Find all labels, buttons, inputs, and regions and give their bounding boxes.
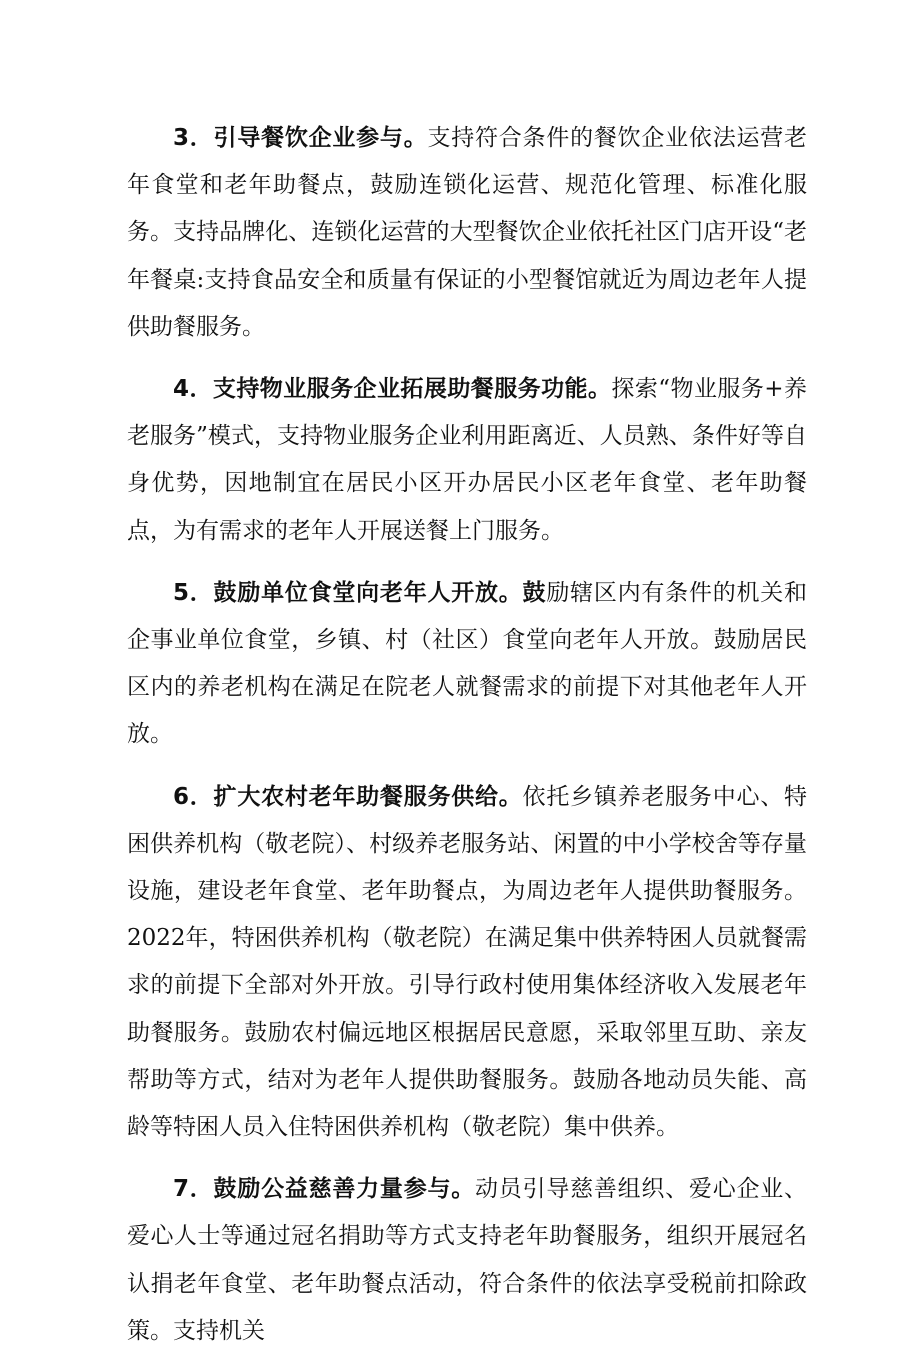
- item-heading: 扩大农村老年助餐服务供给。: [213, 783, 523, 810]
- item-body: 支持符合条件的餐饮企业依法运营老年食堂和老年助餐点，鼓励连锁化运营、规范化管理、标准化服务。支持品牌化、连锁化运营的大型餐饮企业依托社区门店开设“老年餐桌:支持食品安全和质量有保证的小型餐馆就近为周边老年人提供助餐服务。: [127, 125, 807, 340]
- item-number: 3．: [173, 125, 214, 151]
- item-body: 励辖区内有条件的机关和企事业单位食堂，乡镇、村（社区）食堂向老年人开放。鼓励居民区内的养老机构在满足在院老人就餐需求的前提下对其他老年人开放。: [127, 579, 807, 748]
- item-heading: 支持物业服务企业拓展助餐服务功能。: [212, 376, 612, 403]
- item-number: 4．: [173, 376, 213, 403]
- item-number: 6．: [173, 783, 214, 810]
- item-body: 动员引导慈善组织、爱心企业、爱心人士等通过冠名捐助等方式支持老年助餐服务，组织开展冠名认捐老年食堂、老年助餐点活动，符合条件的依法享受税前扣除政策。支持机关: [127, 1176, 808, 1344]
- paragraph-item-4: [127, 366, 807, 555]
- item-heading: 鼓励公益慈善力量参与。: [213, 1176, 476, 1203]
- paragraph-item-6: [127, 774, 807, 1152]
- paragraph-item-3: [127, 115, 807, 351]
- item-number: 5．: [173, 579, 214, 606]
- item-body: 探索“物业服务+养老服务”模式，支持物业服务企业利用距离近、人员熟、条件好等自身优势，因地制宜在居民小区开办居民小区老年食堂、老年助餐点，为有需求的老年人开展送餐上门服务。: [127, 376, 807, 544]
- item-body: 依托乡镇养老服务中心、特困供养机构（敬老院）、村级养老服务站、闲置的中小学校舍等存量设施，建设老年食堂、老年助餐点，为周边老年人提供助餐服务。2022年，特困供养机构（敬老院）在满足集中供养特困人员就餐需求的前提下全部对外开放。引导行政村使用集体经济收入发展老年助餐服务。鼓励农村偏远地区根据居民意愿，采取邻里互助、亲友帮助等方式，结对为老年人提供助餐服务。鼓励各地动员失能、高龄等特困人员入住特困供养机构（敬老院）集中供养。: [127, 783, 808, 1141]
- document-page: [127, 0, 807, 1355]
- paragraph-item-5: [127, 570, 807, 759]
- item-heading: 引导餐饮企业参与。: [213, 125, 428, 151]
- item-number: 7．: [173, 1176, 214, 1203]
- item-heading: 鼓励单位食堂向老年人开放。鼓: [213, 579, 547, 606]
- paragraph-item-7: [127, 1166, 807, 1355]
